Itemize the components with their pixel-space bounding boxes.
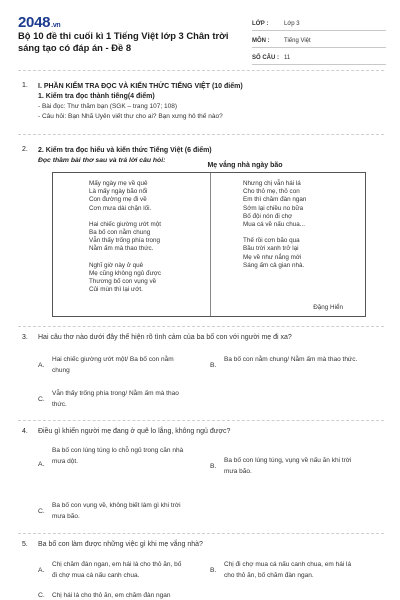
option-text: Ba bố con nằm chung/ Nằm ấm mà thao thức.	[224, 356, 358, 363]
poem-line: Mua cá về nấu chua...	[243, 221, 305, 229]
poem-line: Bầu trời xanh trở lại	[243, 245, 299, 253]
answer-option-c[interactable]	[38, 590, 238, 600]
answer-option-b[interactable]	[210, 354, 360, 369]
poem-line: Bố đội nón đi chợ	[243, 212, 293, 220]
question-4	[22, 428, 382, 435]
option-label: A.	[38, 461, 45, 468]
answer-option-c[interactable]	[38, 388, 188, 410]
meta-key: MÔN :	[252, 38, 270, 44]
poem-line: Nghĩ giờ này ở quê	[89, 261, 144, 269]
section-number: 2.	[22, 146, 28, 153]
section-instruction: Đọc thầm bài thơ sau và trả lời câu hỏi:	[38, 157, 166, 164]
divider	[18, 533, 384, 534]
poem-left-column	[89, 180, 161, 294]
logo-text: 2048	[18, 14, 51, 31]
poem-line: Là mấy ngày bão nổi	[89, 188, 148, 196]
poem-line: Mấy ngày mẹ về quê	[89, 180, 148, 187]
answer-option-a[interactable]	[38, 559, 188, 581]
divider	[18, 326, 384, 327]
poem-column-divider	[210, 173, 211, 316]
option-text: Ba bố con lúng túng lo chỗ ngủ trong căn nhà mưa dột.	[52, 447, 184, 465]
site-logo[interactable]	[18, 14, 60, 31]
poem-line: Nằm ấm mà thao thức.	[89, 245, 154, 253]
divider	[18, 420, 384, 421]
meta-value: 11	[284, 55, 291, 61]
option-text: Chị chăm đàn ngan, em hái lá cho thỏ ăn, bố đi chợ mua cá nấu canh chua.	[52, 561, 182, 579]
section-heading: I. PHẦN KIỂM TRA ĐỌC VÀ KIẾN THỨC TIẾNG VIỆT (10 điểm)	[38, 83, 243, 90]
poem-line: Củi mùn thì lại ướt.	[89, 286, 143, 294]
section-number: 1.	[22, 82, 28, 89]
poem-line: Cơn mưa dài chặn lối.	[89, 204, 152, 212]
option-text: Hai chiếc giường ướt một/ Ba bố con nằm chung	[52, 356, 174, 374]
meta-row-class	[252, 14, 386, 31]
option-label: C.	[38, 396, 45, 403]
question-text: Ba bố con làm được những việc gì khi mẹ vắng nhà?	[38, 541, 203, 548]
option-text: Ba bố con lúng túng, vụng về nấu ăn khi trời mưa bão.	[224, 457, 352, 475]
poem-line: Thương bố con vụng về	[89, 278, 157, 286]
option-label: B.	[210, 362, 217, 369]
meta-row-question-count	[252, 48, 386, 65]
poem-line: Sớm lại chiều no bữa	[243, 204, 304, 212]
question-3	[22, 334, 382, 341]
meta-value: Tiếng Việt	[284, 38, 311, 44]
option-label: B.	[210, 463, 217, 470]
poem-author: Đặng Hiển	[313, 304, 343, 311]
meta-value: Lớp 3	[284, 21, 300, 27]
answer-option-b[interactable]	[210, 455, 360, 477]
option-text: Ba bố con vụng về, không biết làm gì khi trời mưa bão.	[52, 502, 181, 520]
section-subheading: 1. Kiểm tra đọc thành tiếng(4 điểm)	[38, 93, 155, 100]
document-title: Bộ 10 đề thi cuối kì 1 Tiếng Việt lớp 3 Chân trời sáng tạo có đáp án - Đề 8	[18, 30, 229, 53]
poem-title: Mẹ vắng nhà ngày bão	[207, 162, 283, 169]
question-number: 5.	[22, 541, 28, 548]
poem-line: Sáng ấm cả gian nhà.	[243, 261, 305, 269]
poem-line: Nhưng chị vẫn hái lá	[243, 180, 301, 187]
meta-key: LỚP :	[252, 21, 269, 27]
section-1	[22, 82, 382, 122]
reading-text-line: - Bài đọc: Thư thăm bạn (SGK – trang 107; 108)	[38, 103, 178, 110]
poem-line: Mẹ cũng không ngủ được	[89, 269, 162, 277]
answer-option-b[interactable]	[210, 559, 360, 581]
section-heading: 2. Kiểm tra đọc hiểu và kiến thức Tiếng Việt (6 điểm)	[38, 147, 212, 154]
poem-right-column	[243, 180, 306, 270]
meta-row-subject	[252, 31, 386, 48]
poem-line: Thế rồi cơn bão qua	[243, 237, 300, 245]
divider	[18, 134, 384, 135]
option-label: A.	[38, 567, 45, 574]
poem-line: Em thì chăm đàn ngan	[243, 196, 307, 204]
option-text: Vẫn thấy trống phía trong/ Nằm ấm mà thao thức.	[52, 390, 179, 408]
option-text: Chị hái lá cho thỏ ăn, em chăm đàn ngan	[52, 592, 171, 599]
option-label: C.	[38, 508, 45, 515]
option-label: B.	[210, 567, 217, 574]
question-5	[22, 541, 382, 548]
poem-line: Ba bố con nằm chung	[89, 229, 151, 237]
question-text: Điều gì khiến người mẹ đang ở quê lo lắng, không ngủ được?	[38, 428, 231, 435]
option-text: Chị đi chợ mua cá nấu canh chua, em hái lá cho thỏ ăn, bố chăm đàn ngan.	[224, 561, 352, 579]
question-text: Hai câu thơ nào dưới đây thể hiện rõ tình cảm của ba bố con với người mẹ đi xa?	[38, 334, 292, 341]
reading-question-line: - Câu hỏi: Bạn Nhã Uyên viết thư cho ai? Bạn xưng hô thế nào?	[38, 113, 223, 120]
answer-option-a[interactable]	[38, 354, 188, 376]
poem-line: Vẫn thấy trống phía trong	[89, 237, 161, 245]
answer-option-c[interactable]	[38, 500, 188, 522]
poem-box	[52, 172, 366, 317]
logo-suffix: .vn	[51, 22, 61, 29]
poem-line: Con đường mẹ đi về	[89, 196, 147, 204]
poem-line: Mẹ về như nắng mới	[243, 253, 302, 261]
meta-key: SỐ CÂU :	[252, 55, 279, 61]
meta-table	[252, 14, 386, 65]
question-number: 3.	[22, 334, 28, 341]
option-label: C.	[38, 592, 45, 599]
poem-line: Hai chiếc giường ướt một	[89, 220, 161, 228]
poem-line: Cho thỏ mẹ, thỏ con	[243, 188, 300, 196]
option-label: A.	[38, 362, 45, 369]
answer-option-a[interactable]	[38, 445, 188, 467]
question-number: 4.	[22, 428, 28, 435]
divider	[18, 70, 384, 71]
